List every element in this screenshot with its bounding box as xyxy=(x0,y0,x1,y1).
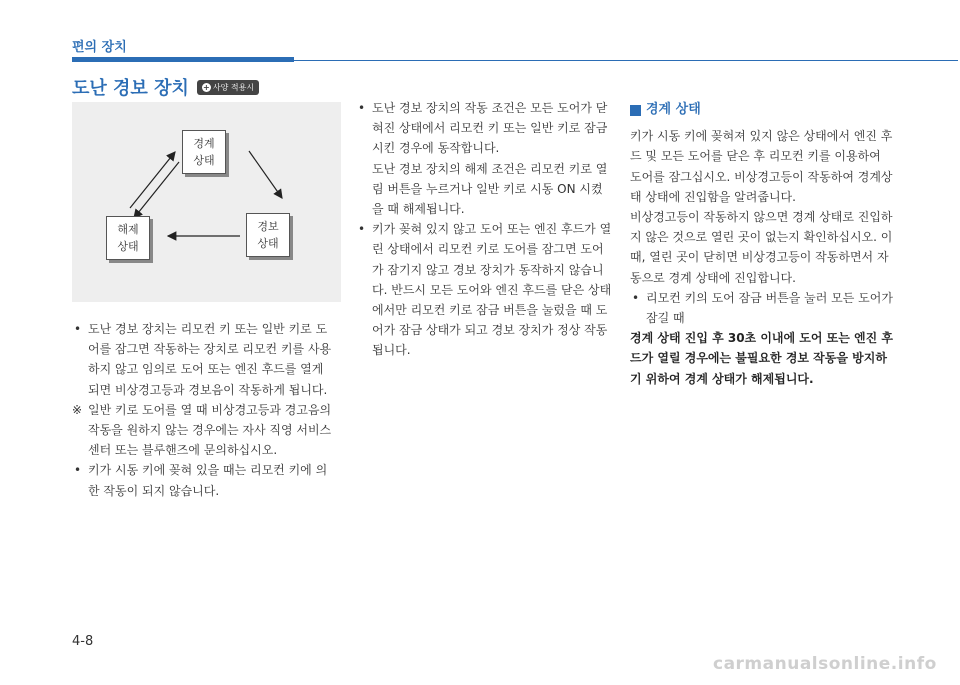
left-bullet-2: 키가 시동 키에 꽂혀 있을 때는 리모컨 키에 의한 작동이 되지 않습니다. xyxy=(88,463,328,498)
state-armed xyxy=(182,130,226,174)
warning-text: 경계 상태 진입 후 30초 이내에 도어 또는 엔진 후드가 열릴 경우에는 불필요한 경보 작동을 방지하기 위하여 경계 상태가 해제됩니다. xyxy=(630,331,893,386)
square-icon xyxy=(630,105,641,116)
list-item xyxy=(630,288,895,328)
arrow-disarmed-to-armed xyxy=(130,152,175,208)
section-title: 편의 장치 xyxy=(72,40,127,55)
right-paragraph-2: 비상경고등이 작동하지 않으면 경계 상태로 진입하지 않은 것으로 열린 곳이 없는지 확인하십시오. 이때, 열린 곳이 닫히면 비상경고등이 작동하면서 자동으로 경계 상태에 진입합니다. xyxy=(630,210,893,285)
bullet-mark: • xyxy=(632,290,640,305)
arrow-armed-to-disarmed xyxy=(134,162,179,218)
middle-bullet-1-a: 도난 경보 장치의 작동 조건은 모든 도어가 닫혀진 상태에서 리모컨 키 또는 일반 키로 잠금 시킨 경우에 동작합니다. xyxy=(372,101,608,156)
state-alarm-line2: 상태 xyxy=(257,237,279,250)
header-rule-thick xyxy=(72,57,294,62)
list-item xyxy=(72,319,337,400)
state-alarm-line1: 경보 xyxy=(257,220,279,233)
page-title xyxy=(72,74,259,100)
state-disarmed xyxy=(106,216,150,260)
list-item xyxy=(356,98,612,219)
plus-icon: + xyxy=(203,82,210,92)
state-disarmed-line2: 상태 xyxy=(117,240,139,253)
middle-column xyxy=(356,98,612,361)
middle-bullet-2: 키가 꽂혀 있지 않고 도어 또는 엔진 후드가 열린 상태에서 리모컨 키로 도어를 잠그면 도어가 잠기지 않고 경보 장치가 동작하지 않습니다. 반드시 모든 도어와 엔진 후드를 닫은 상태에서만 리모컨 키로 잠금 버튼을 눌렀을 때 도어가 잠금 상태가 되고 경보 장치가 정상 작동됩니다. xyxy=(372,222,612,358)
left-bullet-1: 도난 경보 장치는 리모컨 키 또는 일반 키로 도어를 잠그면 작동하는 장치로 리모컨 키를 사용하지 않고 임의로 도어 또는 엔진 후드를 열게 되면 비상경고등과 경보음이 작동하게 됩니다. xyxy=(88,322,332,397)
state-armed-line2: 상태 xyxy=(193,154,215,167)
bullet-mark: • xyxy=(358,101,366,115)
watermark: carmanualsonline.info xyxy=(713,654,937,674)
arrow-armed-to-alarm xyxy=(249,151,282,198)
right-column xyxy=(630,100,895,389)
state-armed-line1: 경계 xyxy=(193,137,215,150)
right-paragraph-1: 키가 시동 키에 꽂혀져 있지 않은 상태에서 엔진 후드 및 모든 도어를 닫은 후 리모컨 키를 이용하여 도어를 잠그십시오. 비상경고등이 작동하여 경계상태 상태에 진입함을 알려줍니다. xyxy=(630,129,893,204)
bullet-mark: • xyxy=(74,322,82,336)
middle-bullet-1-b: 도난 경보 장치의 해제 조건은 리모컨 키로 열림 버튼을 누르거나 일반 키로 시동 ON 시켰을 때 해제됩니다. xyxy=(372,161,608,217)
option-badge xyxy=(197,80,259,95)
note-item xyxy=(72,400,337,461)
bullet-mark: • xyxy=(358,222,366,237)
state-disarmed-line1: 해제 xyxy=(117,223,139,236)
right-bullet: 리모컨 키의 도어 잠금 버튼을 눌러 모든 도어가 잠길 때 xyxy=(646,290,893,326)
left-column xyxy=(72,319,337,501)
subheading-text: 경계 상태 xyxy=(646,102,701,117)
header-rule-thin xyxy=(294,60,958,61)
subheading xyxy=(630,100,895,120)
option-badge-label: 사양 적용시 xyxy=(212,82,255,92)
note-mark: ※ xyxy=(72,402,83,417)
bullet-mark: • xyxy=(74,463,82,478)
list-item xyxy=(356,219,612,360)
state-alarm xyxy=(246,213,290,257)
left-note: 일반 키로 도어를 열 때 비상경고등과 경고음의 작동을 원하지 않는 경우에는 자사 직영 서비스센터 또는 블루핸즈에 문의하십시오. xyxy=(88,402,332,458)
alarm-state-diagram xyxy=(72,102,341,302)
page-title-text: 도난 경보 장치 xyxy=(72,78,189,99)
page-number: 4-8 xyxy=(72,634,94,649)
list-item xyxy=(72,460,337,500)
